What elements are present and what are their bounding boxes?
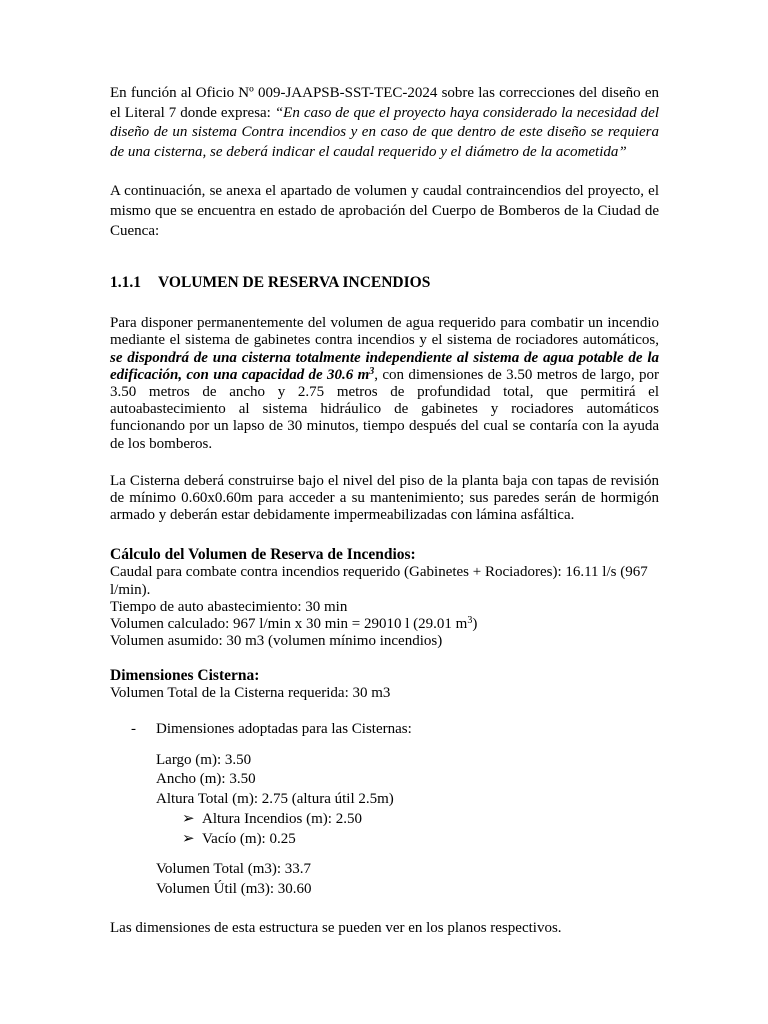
calculation-volumen-sup: 3: [467, 615, 473, 626]
dimension-largo: Largo (m): 3.50: [156, 751, 252, 768]
construction-paragraph: La Cisterna deberá construirse bajo el nivel del piso de la planta baja con tapas de revisión de mínimo 0.60x0.60m para acceder a su mantenimiento; sus paredes serán de hormigón armado y deberán estar debidamente impermeabilizadas con lámina asfáltica.: [110, 472, 659, 524]
intro-quote: “En caso de que el proyecto haya considerado la necesidad del diseño de un sistema Contra incendios y en caso de que dentro de este diseño se requiera de una cisterna, se deberá indicar el caudal requerido y el diámetro de la acometida”: [110, 104, 659, 160]
calculation-caudal: Caudal para combate contra incendios requerido (Gabinetes + Rociadores): 16.11 l/s (967 l/min).: [110, 564, 648, 598]
adopted-dimensions-item: [110, 719, 659, 739]
calculation-volumen-b: ): [472, 616, 478, 632]
dash-bullet: -: [131, 720, 136, 737]
capacity-text-a: Para disponer permanentemente del volumen de agua requerido para combatir un incendio mediante el sistema de gabinetes contra incendios y el sistema de rociadores automáticos,: [110, 315, 659, 349]
calculation-block: [110, 546, 659, 650]
capacity-emphasis-sup: 3: [369, 365, 375, 377]
sub-item-vacio: [156, 829, 659, 849]
calculation-volumen-a: Volumen calculado: 967 l/min x 30 min = 29010 l (29.01 m: [110, 616, 468, 632]
dimension-list: [110, 751, 659, 900]
altura-incendios-text: Altura Incendios (m): 2.50: [202, 811, 362, 828]
section-heading: [110, 273, 659, 293]
dimension-volumen-total: Volumen Total (m3): 33.7: [156, 861, 312, 878]
intro-text: En función al Oficio Nº 009-JAAPSB-SST-TEC-2024 sobre las correcciones del diseño en el Literal 7 donde expresa:: [110, 85, 659, 121]
dimensions-block: [110, 667, 659, 702]
dimension-altura: Altura Total (m): 2.75 (altura útil 2.5m): [156, 790, 394, 807]
calculation-title: Cálculo del Volumen de Reserva de Incendios:: [110, 546, 416, 564]
capacity-emphasis-text: se dispondrá de una cisterna totalmente independiente al sistema de agua potable de la edificación, con una capacidad de 30.6 m: [110, 349, 659, 383]
annex-paragraph: A continuación, se anexa el apartado de volumen y caudal contraincendios del proyecto, el mismo que se encuentra en estado de aprobación del Cuerpo de Bomberos de la Ciudad de Cuenca:: [110, 183, 659, 239]
document-page: [110, 84, 659, 938]
calculation-volumen: [110, 616, 659, 633]
arrow-bullet-icon: ➢: [182, 811, 195, 828]
intro-paragraph: [110, 84, 659, 162]
calculation-tiempo: Tiempo de auto abastecimiento: 30 min: [110, 598, 348, 615]
vacio-text: Vacío (m): 0.25: [202, 831, 296, 848]
dimension-volumen-util: Volumen Útil (m3): 30.60: [156, 880, 312, 897]
capacity-text-b: , con dimensiones de 3.50 metros de largo, por 3.50 metros de ancho y 2.75 metros de profundidad total, que permitirá el autoabastecimiento al sistema hidráulico de gabinetes y rociadores automáticos funcionando por un lapso de 30 minutos, tiempo después del cual se contaría con la ayuda de los bomberos.: [110, 366, 659, 452]
dimension-ancho: Ancho (m): 3.50: [156, 771, 256, 788]
closing-paragraph: Las dimensiones de esta estructura se pueden ver en los planos respectivos.: [110, 920, 562, 937]
dimensions-required-volume: Volumen Total de la Cisterna requerida: 30 m3: [110, 685, 391, 702]
arrow-bullet-icon: ➢: [182, 831, 195, 848]
section-number: 1.1.1: [110, 274, 141, 292]
adopted-dimensions-label: Dimensiones adoptadas para las Cisternas:: [156, 720, 412, 737]
dimensions-title: Dimensiones Cisterna:: [110, 667, 260, 685]
calculation-asumido: Volumen asumido: 30 m3 (volumen mínimo incendios): [110, 633, 443, 650]
capacity-paragraph: [110, 315, 659, 453]
sub-item-altura-incendios: [156, 809, 659, 829]
section-title: VOLUMEN DE RESERVA INCENDIOS: [158, 274, 431, 292]
